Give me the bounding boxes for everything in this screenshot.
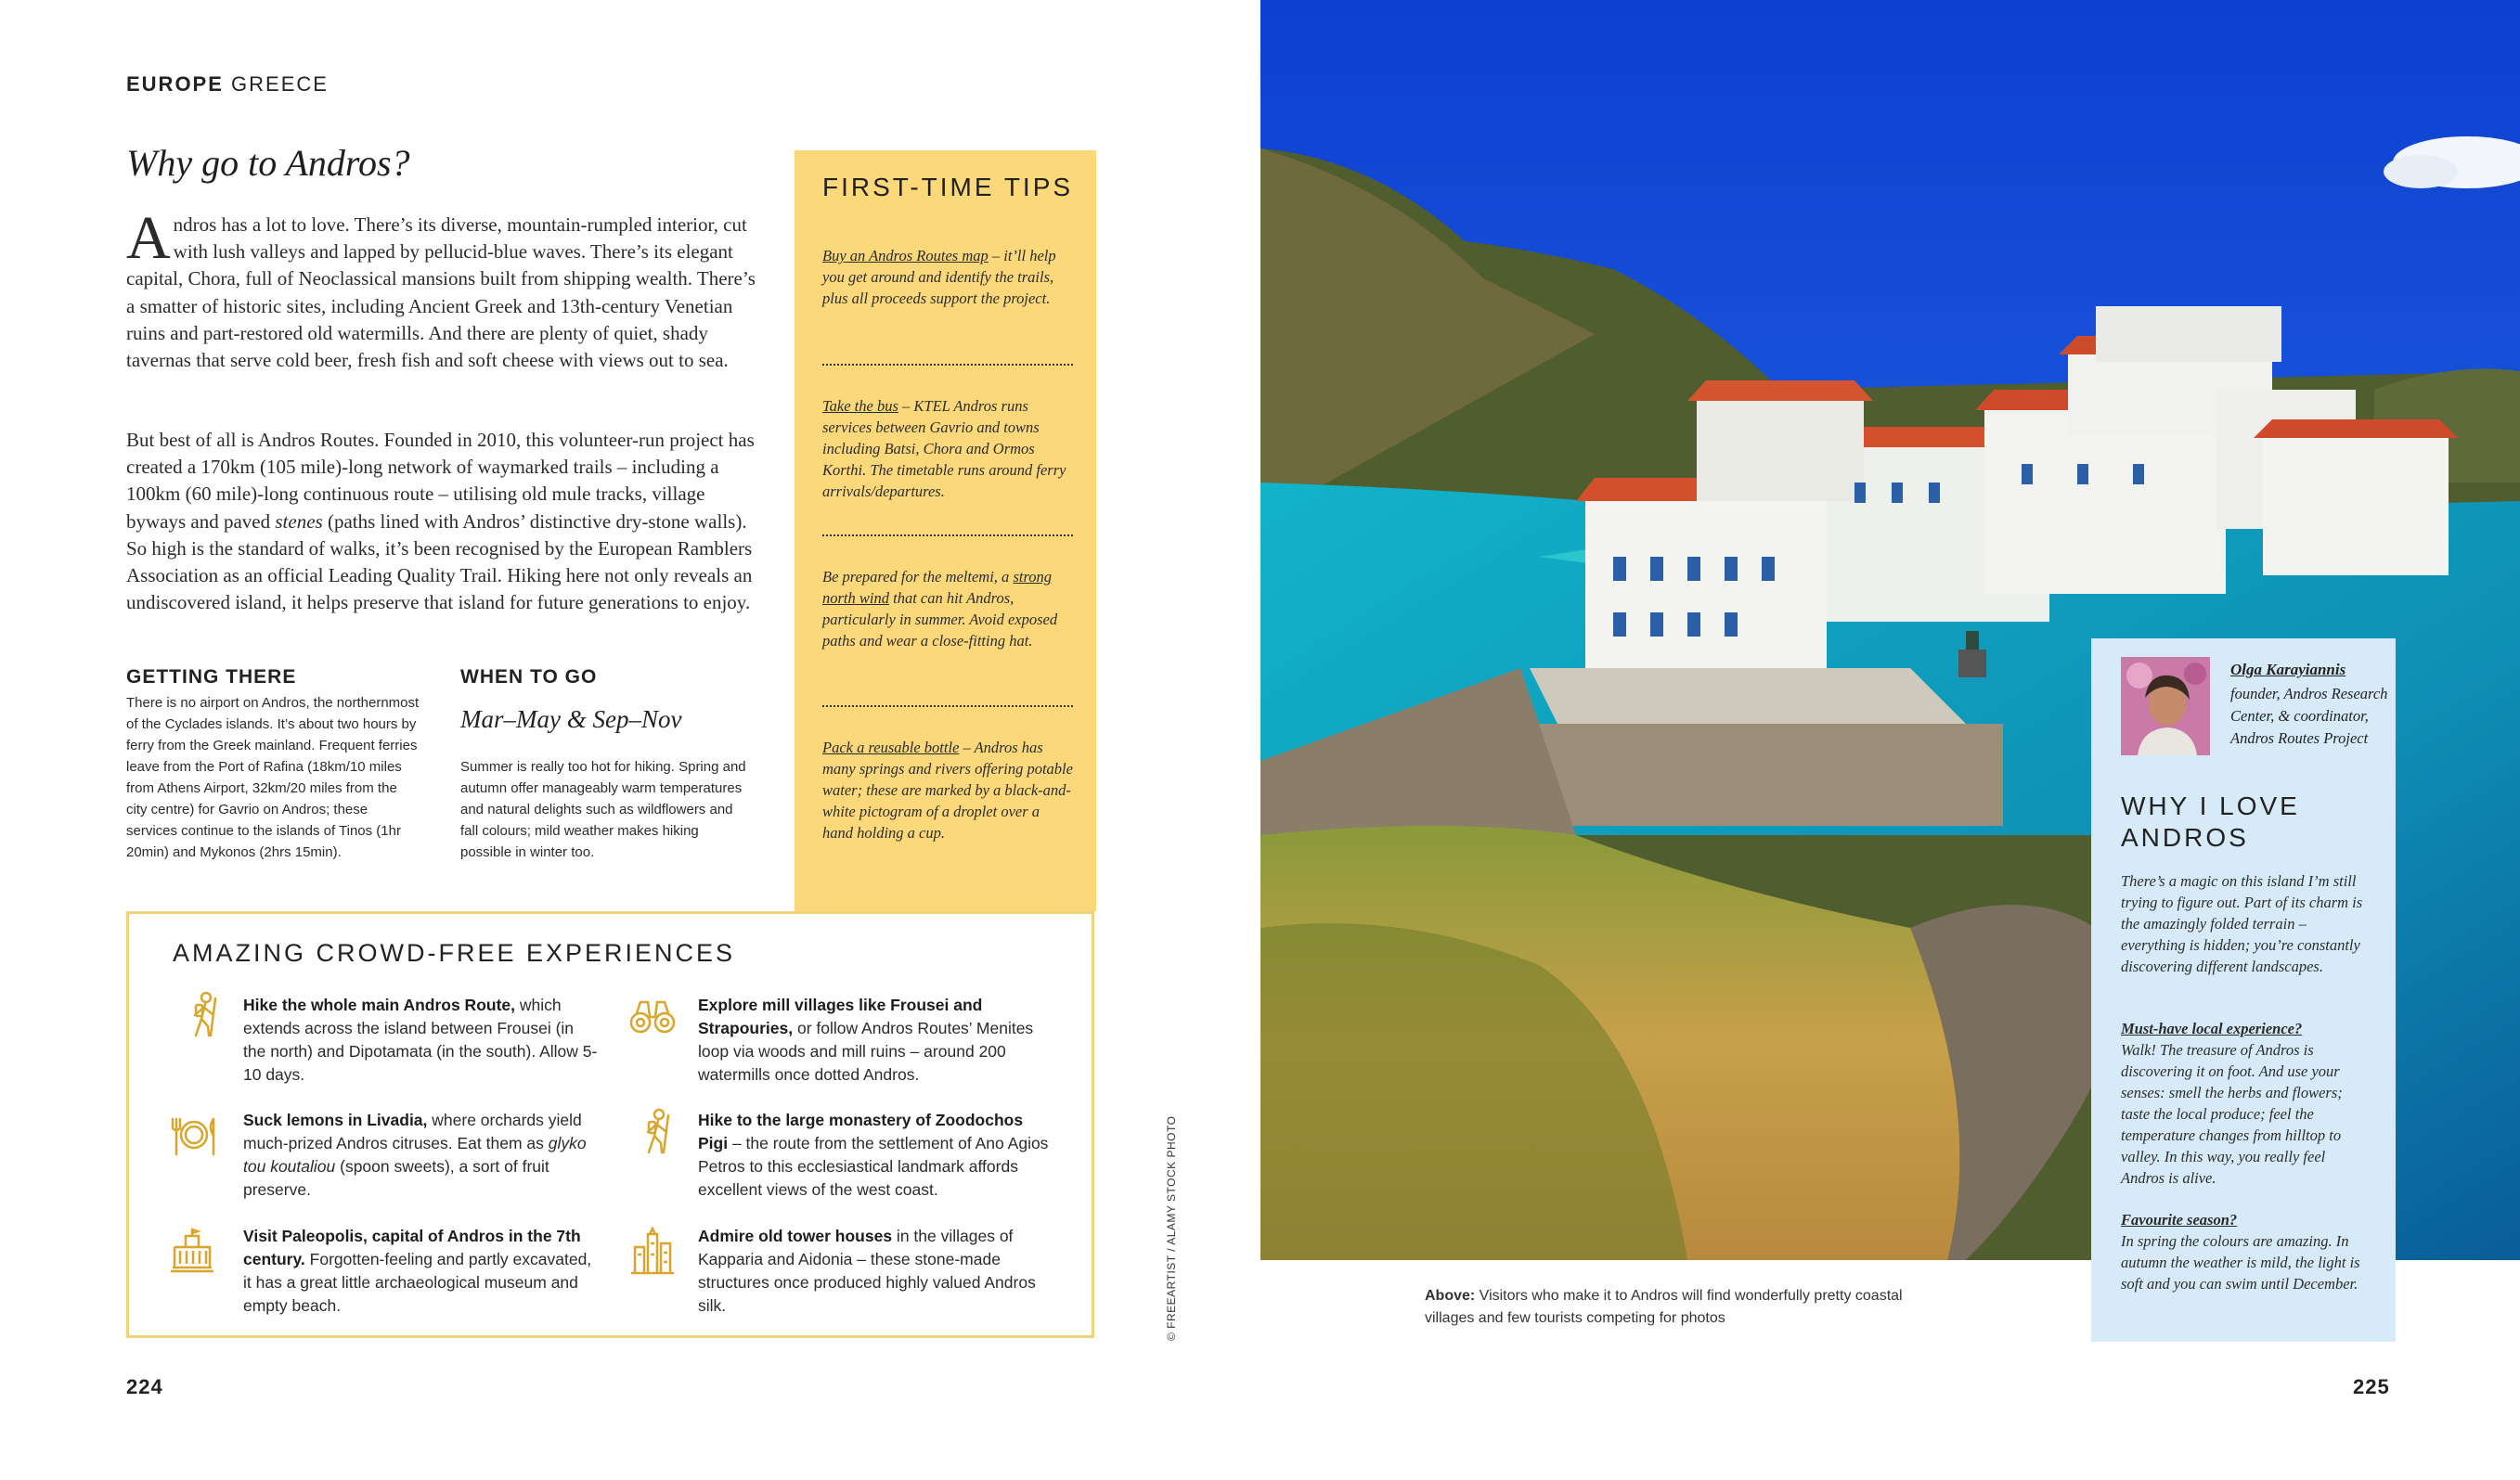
region-label: EUROPE — [126, 72, 224, 96]
getting-there-heading: GETTING THERE — [126, 666, 297, 688]
experience-item — [698, 994, 1055, 1087]
experience-item — [243, 1109, 601, 1202]
photo-credit: © FREEARTIST / ALAMY STOCK PHOTO — [1165, 1115, 1178, 1341]
page-number-left: 224 — [126, 1375, 163, 1398]
country-label: GREECE — [231, 72, 329, 96]
tip-lead: Pack a reusable bottle — [822, 739, 960, 756]
love-question: Favourite season? — [2121, 1211, 2238, 1229]
tip-divider — [822, 534, 1073, 536]
person-name: Olga Karayiannis — [2230, 661, 2346, 678]
page-number-right: 225 — [2353, 1375, 2390, 1398]
love-intro: There’s a magic on this island I’m still trying to figure out. Part of its charm is the amazingly folded terrain – everything is hidden; you’re constantly discovering different landscapes. — [2121, 872, 2363, 975]
intro-paragraph-2 — [126, 427, 757, 616]
caption-text: Visitors who make it to Andros will find wonderfully pretty coastal villages and few tourists competing for photos — [1425, 1288, 1903, 1326]
intro-par2-b: (paths lined with Andros’ distinctive dry-stone walls). So high is the standard of walks, it’s been recognised by the European Ramblers Association as an official Leading Quality Trail. Hiking here not only reveals an undiscovered island, it helps preserve that island for future generations to enjoy. — [126, 509, 753, 614]
experience-item — [243, 1225, 601, 1318]
tip-text: – Andros has many springs and rivers offering potable water; these are marked by a black-and-white pictogram of a droplet over a hand holding a cup. — [822, 739, 1073, 842]
tips-title: FIRST-TIME TIPS — [822, 173, 1074, 201]
experience-lead: Admire old tower houses — [698, 1227, 893, 1245]
section-label — [126, 72, 329, 97]
hiker-icon — [180, 989, 230, 1039]
when-to-go-text: Summer is really too hot for hiking. Spring and autumn offer manageably warm temperatures and natural delights such as wildflowers and fall colours; mild weather makes hiking possible in winter too. — [460, 759, 746, 860]
intro-par2-italic: stenes — [275, 509, 323, 533]
love-question: Must-have local experience? — [2121, 1020, 2303, 1037]
avatar — [2121, 657, 2210, 755]
tip-text: that can hit Andros, particularly in summer. Avoid exposed paths and wear a close-fitting hat. — [822, 589, 1058, 650]
tip-lead: Buy an Andros Routes map — [822, 247, 989, 264]
binoculars-icon — [627, 993, 678, 1043]
experience-text: Forgotten-feeling and partly excavated, it has a great little archaeological museum and empty beach. — [243, 1250, 592, 1315]
why-i-love-title: WHY I LOVE ANDROS — [2121, 791, 2300, 852]
experience-text: in the villages of Kapparia and Aidonia – these stone-made structures once produced highly valued Andros silk. — [698, 1227, 1036, 1315]
intro-par1-text: ndros has a lot to love. There’s its diverse, mountain-rumpled interior, cut with lush valleys and lapped by pellucid-blue waves. There’s its elegant capital, Chora, full of Neoclassical mansions built from shipping wealth. There’s a smatter of historic sites, including Ancient Greek and 13th-century Venetian ruins and part-restored old watermills. And there are plenty of quiet, shady tavernas that serve cold beer, fresh fish and soft cheese with views out to sea. — [126, 213, 756, 372]
experiences-title: AMAZING CROWD-FREE EXPERIENCES — [173, 939, 736, 967]
plate-cutlery-icon — [169, 1110, 219, 1160]
love-qa-2 — [2121, 1209, 2371, 1294]
page-title: Why go to Andros? — [126, 142, 410, 184]
tip-lead: Take the bus — [822, 397, 898, 415]
when-to-go-heading: WHEN TO GO — [460, 666, 598, 688]
experience-italic: glyko tou koutaliou — [243, 1134, 587, 1176]
experience-lead: Visit Paleopolis, capital of Andros in the 7th century. — [243, 1227, 581, 1268]
tip-pre: Be prepared for the meltemi, a — [822, 568, 1014, 586]
experience-text: or follow Andros Routes’ Menites loop via woods and mill ruins – around 200 watermills once dotted Andros. — [698, 1019, 1034, 1084]
experience-item — [243, 994, 601, 1087]
experience-item — [698, 1225, 1055, 1318]
photo-caption — [1425, 1285, 1907, 1330]
drop-cap: A — [126, 204, 171, 272]
hiker-icon — [633, 1106, 683, 1156]
intro-paragraph-1 — [126, 204, 757, 374]
tip-item — [822, 245, 1073, 309]
tip-text: – KTEL Andros runs services between Gavrio and towns including Batsi, Chora and Ormos Korthi. The timetable runs around ferry arrivals/departures. — [822, 397, 1066, 500]
museum-icon — [167, 1227, 217, 1277]
experience-item — [698, 1109, 1055, 1202]
tip-divider — [822, 705, 1073, 707]
love-answer: In spring the colours are amazing. In autumn the weather is mild, the light is soft and you can swim until December. — [2121, 1232, 2360, 1293]
towers-icon — [627, 1227, 678, 1277]
experience-lead: Explore mill villages like Frousei and Strapouries, — [698, 996, 983, 1037]
experience-text: – the route from the settlement of Ano Agios Petros to this ecclesiastical landmark affords excellent views of the west coast. — [698, 1134, 1049, 1199]
caption-label: Above: — [1425, 1288, 1476, 1304]
when-to-go-season: Mar–May & Sep–Nov — [460, 705, 682, 733]
experience-lead: Hike the whole main Andros Route, — [243, 996, 515, 1014]
getting-there-text: There is no airport on Andros, the northernmost of the Cyclades islands. It’s about two hours by ferry from the Greek mainland. Frequent ferries leave from the Port of Rafina (18km/10 miles from Athens Airport, 32km/20 miles from the city centre) for Gavrio on Andros; these services continue to the islands of Tinos (1hr 20min) and Mykonos (2hrs 15min). — [126, 695, 420, 860]
intro-par2-a: But best of all is Andros Routes. Founded in 2010, this volunteer-run project has created a 170km (105 mile)-long network of waymarked trails – including a 100km (60 mile)-long continuous route – utilising old mule tracks, village byways and paved — [126, 429, 755, 533]
person-role: founder, Andros Research Center, & coordinator, Andros Routes Project — [2230, 685, 2388, 747]
experience-lead: Suck lemons in Livadia, — [243, 1111, 428, 1129]
tip-divider — [822, 364, 1073, 366]
experience-text: which extends across the island between Frousei (in the north) and Dipotamata (in the south). Allow 5-10 days. — [243, 996, 598, 1084]
experience-lead: Hike to the large monastery of Zoodochos Pigi — [698, 1111, 1024, 1152]
experience-text: (spoon sweets), a sort of fruit preserve. — [243, 1157, 549, 1199]
tip-text: – it’ll help you get around and identify the trails, plus all proceeds support the project. — [822, 247, 1056, 307]
experience-text: where orchards yield much-prized Andros citruses. Eat them as — [243, 1111, 582, 1152]
tip-lead: strong north wind — [822, 568, 1053, 607]
tip-item — [822, 395, 1073, 502]
love-qa-1 — [2121, 1018, 2371, 1189]
tip-item — [822, 737, 1073, 843]
love-answer: Walk! The treasure of Andros is discovering it on foot. And use your senses: smell the herbs and flowers; taste the local produce; feel the temperature changes from hilltop to valley. In this way, you really feel Andros is alive. — [2121, 1041, 2343, 1187]
tip-item — [822, 566, 1073, 651]
